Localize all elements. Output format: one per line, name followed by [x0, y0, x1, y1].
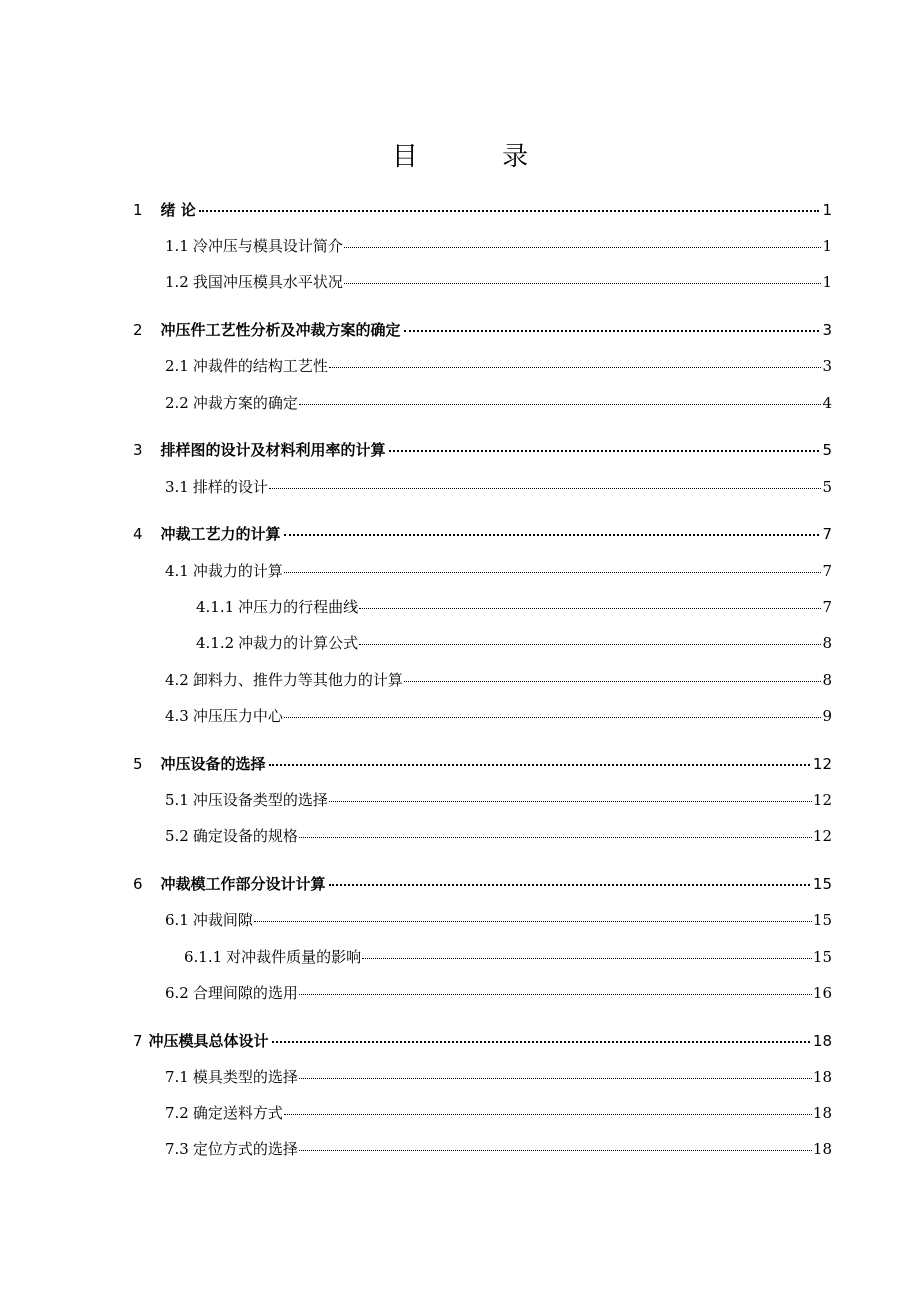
toc-entry[interactable] [133, 753, 832, 774]
toc-entry-text: 定位方式的选择 [192, 1140, 298, 1158]
toc-entry[interactable] [133, 439, 832, 460]
toc-dot-leader [284, 1113, 812, 1115]
toc-page-number: 7 [822, 598, 832, 616]
toc-entry-text: 合理间隙的选用 [192, 984, 298, 1002]
toc-entry-text: 冲裁模工作部分设计计算 [160, 875, 326, 893]
toc-entry-number: 2.2 [165, 394, 189, 412]
toc-entry[interactable] [165, 705, 832, 726]
toc-entry[interactable] [165, 982, 832, 1003]
toc-entry-label [133, 753, 266, 774]
toc-entry-number: 4.3 [165, 707, 189, 725]
toc-dot-leader [269, 763, 810, 766]
toc-entry-text: 冲压力的行程曲线 [238, 598, 359, 616]
toc-entry-text: 冲压压力中心 [192, 707, 283, 725]
toc-entry[interactable] [133, 523, 832, 544]
toc-entry-text: 冲压设备类型的选择 [192, 791, 328, 809]
toc-entry[interactable] [133, 319, 832, 340]
toc-dot-leader [362, 957, 812, 959]
toc-entry-label [165, 392, 298, 413]
toc-entry-text: 确定送料方式 [192, 1104, 283, 1122]
toc-entry-number: 4 [133, 525, 143, 543]
toc-page-number: 1 [822, 237, 832, 255]
toc-entry-number: 1.1 [165, 237, 189, 255]
toc-entry-label [133, 439, 386, 460]
toc-page-number: 18 [812, 1032, 832, 1050]
toc-page-number: 1 [822, 273, 832, 291]
toc-entry-number: 4.2 [165, 671, 189, 689]
toc-entry-text: 冲裁工艺力的计算 [160, 525, 281, 543]
toc-page-number: 3 [822, 321, 832, 339]
toc-entry[interactable] [133, 1030, 832, 1051]
toc-entry-text: 冲裁件的结构工艺性 [192, 357, 328, 375]
toc-dot-leader [389, 449, 820, 452]
toc-entry-label [184, 946, 361, 967]
toc-dot-leader [329, 883, 810, 886]
toc-dot-leader [299, 1149, 812, 1151]
toc-dot-leader [299, 836, 812, 838]
toc-entry-number: 6.1.1 [184, 948, 223, 966]
toc-entry[interactable] [165, 235, 832, 256]
toc-entry-number: 7.1 [165, 1068, 189, 1086]
toc-page-number: 18 [812, 1104, 832, 1122]
toc-entry[interactable] [165, 1138, 832, 1159]
toc-entry-number: 6.2 [165, 984, 189, 1002]
toc-page-number: 9 [822, 707, 832, 725]
toc-entry[interactable] [165, 560, 832, 581]
toc-entry[interactable] [165, 1066, 832, 1087]
toc-page-number: 5 [822, 441, 832, 459]
toc-entry[interactable] [165, 271, 832, 292]
toc-entry-label [165, 476, 268, 497]
toc-entry[interactable] [165, 1102, 832, 1123]
toc-entry-number: 7 [133, 1032, 143, 1050]
toc-entry-text: 冲裁方案的确定 [192, 394, 298, 412]
toc-entry-number: 6 [133, 875, 143, 893]
toc-page-number: 15 [812, 911, 832, 929]
toc-entry-text: 冷冲压与模具设计简介 [192, 237, 343, 255]
toc-dot-leader [284, 716, 822, 718]
toc-entry-label [165, 560, 283, 581]
toc-dot-leader [284, 533, 820, 536]
toc-entry-number: 2 [133, 321, 143, 339]
toc-dot-leader [269, 487, 822, 489]
toc-dot-leader [344, 246, 822, 248]
toc-dot-leader [359, 643, 821, 645]
toc-entry[interactable] [165, 909, 832, 930]
toc-entry-label [133, 319, 401, 340]
toc-entry[interactable] [133, 873, 832, 894]
toc-entry-number: 5.2 [165, 827, 189, 845]
toc-dot-leader [272, 1040, 810, 1043]
toc-dot-leader [404, 329, 820, 332]
toc-entry-number: 4.1.1 [196, 598, 235, 616]
toc-entry-label [133, 523, 281, 544]
toc-entry-text: 卸料力、推件力等其他力的计算 [192, 671, 403, 689]
toc-page-number: 1 [822, 201, 832, 219]
toc-entry-label [165, 789, 328, 810]
toc-entry-text: 我国冲压模具水平状况 [192, 273, 343, 291]
toc-page-number: 15 [812, 875, 832, 893]
toc-page-number: 8 [822, 671, 832, 689]
toc-entry[interactable] [165, 392, 832, 413]
toc-entry-label [133, 873, 326, 894]
toc-entry-number: 5.1 [165, 791, 189, 809]
toc-dot-leader [199, 209, 820, 212]
toc-page-number: 18 [812, 1140, 832, 1158]
toc-page-number: 7 [822, 562, 832, 580]
toc-dot-leader [254, 920, 812, 922]
toc-dot-leader [404, 680, 822, 682]
toc-entry-label [165, 271, 343, 292]
toc-entry-label [196, 596, 358, 617]
toc-entry-number: 2.1 [165, 357, 189, 375]
toc-dot-leader [344, 282, 822, 284]
toc-entry-label [165, 1138, 298, 1159]
toc-entry-number: 1.2 [165, 273, 189, 291]
toc-entry-number: 4.1.2 [196, 634, 235, 652]
toc-entry-text: 冲压模具总体设计 [148, 1032, 269, 1050]
toc-entry-number: 7.3 [165, 1140, 189, 1158]
toc-page-number: 18 [812, 1068, 832, 1086]
toc-entry-text: 对冲裁件质量的影响 [226, 948, 362, 966]
toc-page-number: 12 [812, 827, 832, 845]
toc-entry[interactable] [165, 825, 832, 846]
toc-dot-leader [299, 403, 822, 405]
toc-entry-label [165, 1102, 283, 1123]
toc-page-number: 16 [812, 984, 832, 1002]
toc-entry-number: 1 [133, 201, 143, 219]
toc-entry[interactable] [165, 669, 832, 690]
toc-entry-label [165, 705, 283, 726]
toc-entry-label [133, 199, 196, 220]
toc-entry-number: 6.1 [165, 911, 189, 929]
toc-entry-text: 冲裁力的计算 [192, 562, 283, 580]
toc-entry-label [165, 982, 298, 1003]
toc-entry-text: 模具类型的选择 [192, 1068, 298, 1086]
toc-entry[interactable] [165, 789, 832, 810]
toc-entry[interactable] [165, 355, 832, 376]
toc-entry[interactable] [133, 199, 832, 220]
toc-dot-leader [299, 1077, 812, 1079]
toc-dot-leader [359, 607, 821, 609]
toc-page-number: 7 [822, 525, 832, 543]
toc-page-number: 8 [822, 634, 832, 652]
toc-dot-leader [329, 800, 812, 802]
toc-entry-text: 冲裁力的计算公式 [238, 634, 359, 652]
toc-page-number: 4 [822, 394, 832, 412]
toc-page-number: 3 [822, 357, 832, 375]
toc-dot-leader [329, 366, 822, 368]
toc-entry-text: 冲压件工艺性分析及冲裁方案的确定 [160, 321, 401, 339]
toc-entry-number: 7.2 [165, 1104, 189, 1122]
toc-entry[interactable] [196, 632, 832, 653]
toc-entry[interactable] [184, 946, 832, 967]
toc-entry-text: 排样图的设计及材料利用率的计算 [160, 441, 386, 459]
toc-entry-text: 绪 论 [160, 201, 196, 219]
toc-page-number: 5 [822, 478, 832, 496]
toc-entry[interactable] [196, 596, 832, 617]
toc-page-number: 12 [812, 755, 832, 773]
toc-entry-number: 5 [133, 755, 143, 773]
toc-entry-number: 3 [133, 441, 143, 459]
toc-entry-number: 4.1 [165, 562, 189, 580]
toc-entry-label [165, 1066, 298, 1087]
toc-entry-label [165, 825, 298, 846]
toc-entry-text: 排样的设计 [192, 478, 268, 496]
toc-entry-label [196, 632, 358, 653]
toc-entry-text: 冲裁间隙 [192, 911, 253, 929]
toc-entry-label [165, 355, 328, 376]
toc-entry-label [165, 909, 253, 930]
toc-page-number: 15 [812, 948, 832, 966]
toc-entry[interactable] [165, 476, 832, 497]
page-title: 目 录 [391, 142, 567, 172]
toc-dot-leader [299, 993, 812, 995]
toc-page-number: 12 [812, 791, 832, 809]
toc-entry-label [165, 669, 403, 690]
toc-dot-leader [284, 571, 822, 573]
toc-entry-label [165, 235, 343, 256]
toc-entry-number: 3.1 [165, 478, 189, 496]
toc-entry-text: 冲压设备的选择 [160, 755, 266, 773]
toc-entry-text: 确定设备的规格 [192, 827, 298, 845]
toc-entry-label [133, 1030, 269, 1051]
